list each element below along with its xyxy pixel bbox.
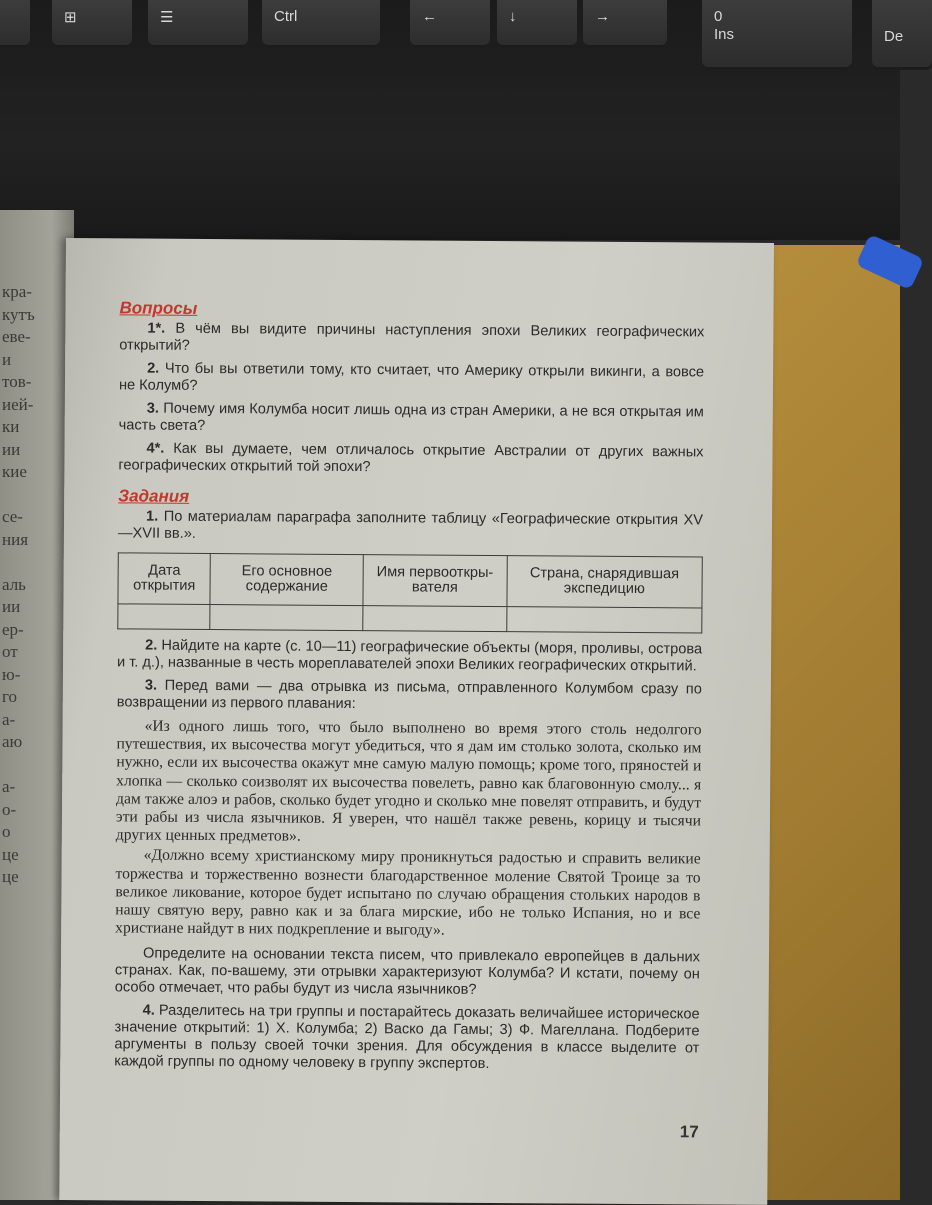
left-page-text-fragment: це — [2, 867, 19, 886]
table-header: Имя первооткры-вателя — [363, 555, 507, 607]
desk-surface — [760, 245, 900, 1200]
windows-icon: ⊞ — [64, 9, 77, 26]
table-header: Его основное содержание — [210, 554, 363, 606]
left-page-text-fragment: ией- — [2, 394, 34, 414]
textbook-page — [59, 238, 774, 1205]
left-page-text-fragment: и — [2, 349, 12, 369]
left-page-text-fragment: а- — [2, 709, 16, 729]
left-page-text-fragment: ии — [2, 439, 21, 459]
tasks-heading: Задания — [118, 486, 190, 506]
table-cell — [210, 605, 363, 631]
table-cell — [363, 606, 507, 632]
left-page-text-fragment: о — [2, 822, 11, 841]
task-item: 3. Перед вами — два отрывка из письма, отправленного Колумбом сразу по возвращении из первого плавания: — [116, 677, 702, 713]
table-header: Дата открытия — [118, 553, 211, 605]
question-item: 1*. В чём вы видите причины наступления эпохи Великих географических открытий? — [119, 320, 705, 354]
arrow-left-icon: ← — [422, 8, 437, 25]
table-cell — [118, 604, 211, 630]
arrow-right-icon: → — [595, 8, 610, 25]
left-page-text-fragment: кие — [2, 462, 27, 481]
windows-key — [52, 0, 132, 48]
page-number: 17 — [679, 1122, 699, 1142]
left-page-text-fragment: се- — [2, 507, 23, 526]
question-item: 3. Почему имя Колумба носит лишь одна из стран Америки, а не вся открытая им часть света? — [118, 400, 704, 434]
left-page-text-fragment: ю- — [2, 664, 21, 684]
ins-key: 0 Ins — [702, 0, 852, 70]
menu-key — [148, 0, 248, 48]
question-item: 2. Что бы вы ответили тому, кто считает, что Америку открыли викинги, а вовсе не Колумб? — [118, 360, 705, 394]
left-page-text-fragment: це — [2, 844, 19, 864]
questions-heading: Вопросы — [119, 298, 198, 318]
left-page-text-fragment: от — [2, 642, 18, 661]
left-page-text-fragment: ки — [2, 417, 20, 436]
left-page-text-fragment: кутъ — [2, 304, 35, 324]
down-arrow-key — [497, 0, 577, 48]
task-followup: Определите на основании текста писем, что привлекало европейцев в дальних странах. Как, по-вашему, эти отрывки характеризуют Колумба? И кстати, почему он особо отмечает, что рабы будут из числа язычников? — [114, 945, 701, 999]
table-cell — [506, 607, 702, 633]
left-page-text-fragment: аю — [2, 732, 23, 751]
menu-icon: ☰ — [160, 9, 174, 26]
task-item: 2. Найдите на карте (с. 10—11) географические объекты (моря, проливы, острова и т. д.), названные в честь мореплавателей эпохи Великих географических открытий. — [116, 637, 703, 675]
quote-paragraph: «Из одного лишь того, что было выполнено во время этого столь недолгого путешествия, их высочества могут убедиться, что я дам им столько золота, сколько им нужно, если их высочества окажут мне самую малую помощь; кроме того, пряностей и хлопка — сколько соизволят их высочества повелеть, равно как благовонную смолу... я дам также алоэ и рабов, сколько будет угодно и сколько мне повелят отправить, и будут эти рабы из числа язычников. Я уверен, что нашёл также ревень, корицу и тысячи других ценных предметов». — [115, 717, 702, 845]
left-page-text-fragment: а- — [2, 777, 16, 796]
table-row — [118, 604, 702, 633]
left-page-text-fragment: тов- — [2, 372, 32, 391]
left-page-text-fragment: ер- — [2, 619, 24, 639]
discoveries-table — [117, 552, 703, 633]
left-page-text-fragment: аль — [2, 574, 26, 594]
ctrl-key: Ctrl — [262, 0, 380, 48]
task-item: 4. Разделитесь на три группы и постарайтесь доказать величайшее историческое значение открытий: 1) Х. Колумба; 2) Васко да Гамы; 3) Ф. Магеллана. Подберите аргументы в пользу своей точки зрения. Для обсуждения в классе выделите от каждой группы по одному человеку в группу экспертов. — [114, 1002, 700, 1073]
right-arrow-key — [583, 0, 667, 48]
del-key: De — [872, 0, 932, 70]
left-page-text-fragment: о- — [2, 799, 17, 819]
arrow-down-icon: ↓ — [509, 8, 517, 25]
left-arrow-key — [410, 0, 490, 48]
question-item: 4*. Как вы думаете, чем отличалось открытие Австралии от других важных географических открытий той эпохи? — [118, 440, 704, 476]
keyboard — [0, 0, 904, 240]
left-page-text-fragment: ния — [2, 529, 29, 549]
quote-paragraph: «Должно всему христианскому миру проникнуться радостью и справить великие торжества и торжественно вознести благодарственное моление Святой Троице за то великое ликование, которое будет испытано по случаю обращения стольких народов в нашу святую веру, равно как и за блага мирские, ибо не только Испания, но и все христиане найдут в них подкрепление и выгоду». — [115, 846, 701, 939]
left-page-text-fragment: ии — [2, 597, 21, 616]
left-page-text-fragment: кра- — [2, 282, 32, 301]
key — [0, 0, 30, 48]
left-page-text-fragment: еве- — [2, 327, 31, 346]
left-page-text-fragment: го — [2, 687, 18, 706]
table-header: Страна, снарядившая экспедицию — [507, 556, 703, 608]
page-content — [114, 298, 704, 1081]
task-item: 1. По материалам параграфа заполните таблицу «Географические открытия XV—XVII вв.». — [117, 508, 704, 542]
